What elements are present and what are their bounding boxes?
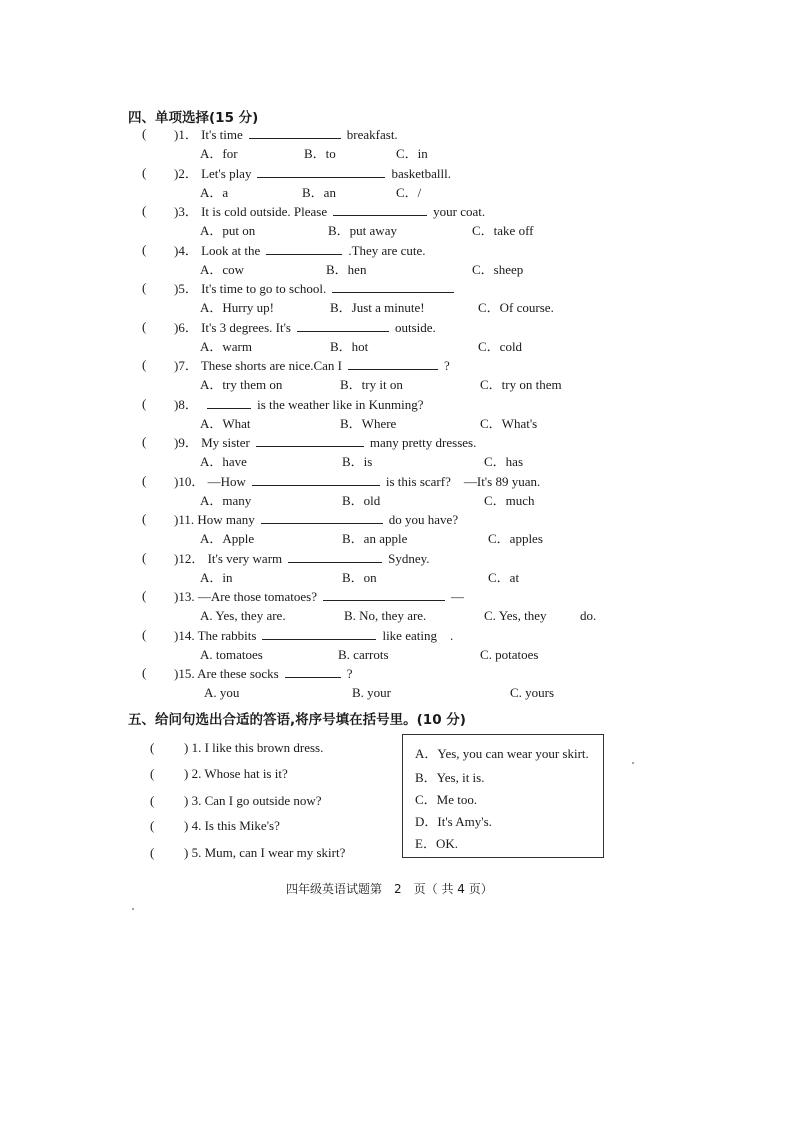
answer-bracket[interactable]: ( [150, 740, 155, 755]
answer-bracket[interactable]: ( [150, 766, 155, 781]
answer-box [402, 734, 604, 858]
option-b: B．to [304, 146, 336, 161]
answer-blank[interactable] [257, 165, 385, 178]
option-c: C．take off [472, 223, 534, 238]
question-number: )14. [174, 628, 198, 643]
question-number: )8． [174, 397, 202, 412]
question-text: It's time to go to school. [201, 281, 327, 296]
question-number: )12． [174, 551, 208, 566]
question-text: Let's play [201, 166, 252, 181]
answer-bracket[interactable]: ( [142, 550, 147, 565]
option-a: A．put on [200, 223, 256, 238]
question-number: )5． [174, 281, 202, 296]
question-text: Are these socks [197, 666, 279, 681]
question-13 [174, 588, 464, 605]
answer-blank[interactable] [249, 126, 341, 139]
question-12 [174, 550, 430, 567]
option-a: A．try them on [200, 377, 283, 392]
question-text: breakfast. [346, 127, 398, 142]
answer-blank[interactable] [256, 434, 364, 447]
question-1 [174, 126, 398, 143]
question-text: —It's 89 yuan. [463, 474, 541, 489]
question-2 [174, 165, 451, 182]
answer-bracket[interactable]: ( [150, 818, 155, 833]
question-4 [174, 242, 426, 259]
answer-bracket[interactable]: ( [142, 126, 147, 141]
answer-bracket[interactable]: ( [150, 793, 155, 808]
question-text: It's 3 degrees. It's [201, 320, 291, 335]
match-question-2: ) 2. Whose hat is it? [184, 766, 288, 781]
question-10 [174, 473, 540, 490]
answer-blank[interactable] [207, 396, 251, 409]
question-text: Sydney. [388, 551, 430, 566]
question-text: ? [444, 358, 450, 373]
match-question-5: ) 5. Mum, can I wear my skirt? [184, 845, 346, 860]
option-b: B．try it on [340, 377, 403, 392]
option-b: B．hot [330, 339, 369, 354]
answer-blank[interactable] [266, 242, 342, 255]
answer-option: C．Me too. [415, 792, 478, 807]
question-8 [174, 396, 424, 413]
match-question-1: ) 1. I like this brown dress. [184, 740, 324, 755]
option-a: A. tomatoes [200, 647, 263, 662]
question-5 [174, 280, 460, 297]
question-7 [174, 357, 450, 374]
answer-bracket[interactable]: ( [142, 165, 147, 180]
question-text: outside. [394, 320, 436, 335]
option-c: C．/ [396, 185, 422, 200]
option-b: B. your [352, 685, 391, 700]
question-text: — [450, 589, 464, 604]
option-b: B．old [342, 493, 381, 508]
answer-bracket[interactable]: ( [142, 627, 147, 642]
option-a: A．warm [200, 339, 252, 354]
answer-blank[interactable] [252, 473, 380, 486]
answer-bracket[interactable]: ( [142, 280, 147, 295]
question-number: )15. [174, 666, 198, 681]
option-b: B．on [342, 570, 377, 585]
answer-blank[interactable] [261, 511, 383, 524]
section5-title: 五、给问句选出合适的答语,将序号填在括号里。(10 分) [128, 712, 466, 728]
question-text: These shorts are nice.Can I [200, 358, 342, 373]
question-number: )1． [174, 127, 202, 142]
question-text: It's very warm [207, 551, 283, 566]
answer-bracket[interactable]: ( [142, 434, 147, 449]
answer-bracket[interactable]: ( [142, 242, 147, 257]
option-a: A．Apple [200, 531, 255, 546]
option-c: C．cold [478, 339, 523, 354]
option-a: A．a [200, 185, 229, 200]
question-text: your coat. [433, 204, 486, 219]
answer-blank[interactable] [285, 665, 341, 678]
answer-bracket[interactable]: ( [142, 357, 147, 372]
question-number: )7． [174, 358, 201, 373]
answer-bracket[interactable]: ( [142, 665, 147, 680]
answer-bracket[interactable]: ( [142, 396, 147, 411]
answer-option: E．OK. [415, 836, 458, 851]
option-c: C. potatoes [480, 647, 539, 662]
answer-option: B．Yes, it is. [415, 770, 485, 785]
answer-bracket[interactable]: ( [142, 319, 147, 334]
question-number: )6． [174, 320, 202, 335]
option-c: C．try on them [480, 377, 562, 392]
question-text: basketballl. [391, 166, 452, 181]
question-text: do you have? [388, 512, 459, 527]
question-text: Look at the [201, 243, 261, 258]
answer-bracket[interactable]: ( [142, 473, 147, 488]
option-c: C．in [396, 146, 428, 161]
question-number: )2． [174, 166, 202, 181]
question-number: )13. [174, 589, 198, 604]
question-text: How many [197, 512, 255, 527]
question-text: is this scarf? [385, 474, 451, 489]
answer-option: D．It's Amy's. [415, 814, 492, 829]
option-c: C．at [488, 570, 520, 585]
option-c: C．Of course. [478, 300, 554, 315]
question-11 [174, 511, 458, 528]
question-number: )10． [174, 474, 208, 489]
answer-blank[interactable] [297, 319, 389, 332]
option-c: C．much [484, 493, 535, 508]
answer-option: A．Yes, you can wear your skirt. [415, 746, 589, 761]
option-a: A. Yes, they are. [200, 608, 286, 623]
question-9 [174, 434, 476, 451]
option-a: A．What [200, 416, 251, 431]
question-text: My sister [201, 435, 250, 450]
page-footer: 四年级英语试题第 2 页（ 共 4 页） [286, 882, 493, 896]
scan-speck [632, 762, 634, 764]
option-a: A．Hurry up! [200, 300, 275, 315]
option-a: A．many [200, 493, 252, 508]
option-c: C．has [484, 454, 524, 469]
option-c: C．What's [480, 416, 538, 431]
question-text: It is cold outside. Please [201, 204, 328, 219]
answer-blank[interactable] [288, 550, 382, 563]
question-3 [174, 203, 485, 220]
option-a: A．in [200, 570, 233, 585]
option-b: B. No, they are. [344, 608, 427, 623]
answer-blank[interactable] [348, 357, 438, 370]
question-14 [174, 627, 453, 644]
question-text: It's time [201, 127, 243, 142]
answer-blank[interactable] [323, 588, 445, 601]
question-text: like eating [382, 628, 437, 643]
option-b: B．hen [326, 262, 367, 277]
question-text: .They are cute. [348, 243, 426, 258]
question-text: ? [346, 666, 353, 681]
question-number: )11. [174, 512, 198, 527]
option-c: C. Yes, they [484, 608, 547, 623]
option-b: B．Just a minute! [330, 300, 425, 315]
option-b: B．is [342, 454, 373, 469]
option-b: B．an apple [342, 531, 408, 546]
option-c: do. [580, 608, 597, 623]
question-text: The rabbits [197, 628, 257, 643]
option-b: B．put away [328, 223, 397, 238]
question-6 [174, 319, 436, 336]
answer-blank[interactable] [333, 203, 427, 216]
answer-blank[interactable] [332, 280, 454, 293]
question-15 [174, 665, 353, 682]
question-number: )4． [174, 243, 202, 258]
section4-title: 四、单项选择(15 分) [128, 110, 259, 126]
question-text: —How [207, 474, 246, 489]
option-b: B．Where [340, 416, 397, 431]
match-question-3: ) 3. Can I go outside now? [184, 793, 322, 808]
question-text: —Are those tomatoes? [197, 589, 317, 604]
option-b: B. carrots [338, 647, 389, 662]
option-c: C．sheep [472, 262, 524, 277]
option-c: C. yours [510, 685, 555, 700]
question-number: )9． [174, 435, 202, 450]
question-text: . [449, 628, 454, 643]
match-question-4: ) 4. Is this Mike's? [184, 818, 280, 833]
question-text: many pretty dresses. [369, 435, 477, 450]
option-c: C．apples [488, 531, 543, 546]
question-text: is the weather like in Kunming? [257, 397, 424, 412]
option-a: A．have [200, 454, 247, 469]
answer-bracket[interactable]: ( [142, 588, 147, 603]
scan-speck [132, 908, 134, 910]
option-a: A．for [200, 146, 238, 161]
answer-bracket[interactable]: ( [142, 203, 147, 218]
option-b: B．an [302, 185, 336, 200]
answer-blank[interactable] [262, 627, 376, 640]
question-number: )3． [174, 204, 202, 219]
answer-bracket[interactable]: ( [142, 511, 147, 526]
option-a: A．cow [200, 262, 245, 277]
option-a: A. you [204, 685, 240, 700]
answer-bracket[interactable]: ( [150, 845, 155, 860]
